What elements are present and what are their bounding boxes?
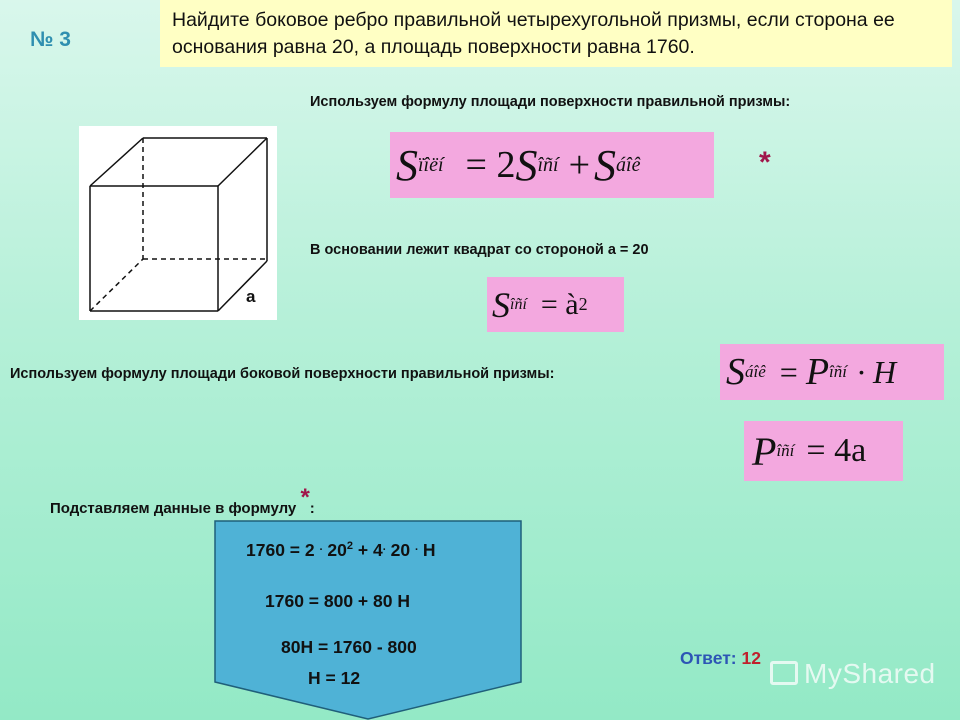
formula-symbol: S bbox=[594, 140, 617, 190]
formula-symbol: S bbox=[492, 284, 510, 325]
formula-rhs: = à bbox=[540, 287, 579, 321]
calc-dot: . bbox=[382, 541, 386, 553]
edge-label-a: a bbox=[246, 287, 256, 306]
surface-formula-intro: Используем формулу площади поверхности правильной призмы: bbox=[310, 94, 791, 110]
lateral-intro: Используем формулу площади боковой поверхности правильной призмы: bbox=[10, 366, 555, 382]
calc-dot: . bbox=[414, 541, 419, 553]
formula-operator: = bbox=[779, 353, 806, 390]
formula-rhs: = 4a bbox=[806, 432, 867, 469]
cube-figure bbox=[79, 126, 277, 320]
calc-exponent: 2 bbox=[346, 540, 353, 553]
formula-subscript: áîê bbox=[616, 153, 641, 176]
formula-operator: = 2 bbox=[465, 144, 516, 186]
formula-symbol: S bbox=[726, 351, 745, 393]
substitute-intro bbox=[50, 484, 315, 517]
formula-rest: · H bbox=[857, 353, 897, 390]
answer-value: 12 bbox=[741, 648, 761, 668]
presentation-icon bbox=[770, 661, 798, 685]
calc-part: 1760 = 2 bbox=[246, 540, 315, 560]
perimeter-formula bbox=[744, 421, 903, 481]
formula-subscript: îñí bbox=[829, 362, 847, 381]
formula-subscript: îñí bbox=[510, 295, 527, 313]
problem-number: № 3 bbox=[30, 28, 71, 51]
surface-area-formula bbox=[390, 132, 714, 198]
base-area-formula bbox=[487, 277, 624, 332]
watermark bbox=[770, 658, 936, 690]
base-intro: В основании лежит квадрат со стороной а = 20 bbox=[310, 242, 649, 258]
answer bbox=[680, 648, 761, 669]
answer-label: Ответ: bbox=[680, 648, 737, 668]
formula-symbol: S bbox=[396, 140, 418, 190]
calc-part: 20 bbox=[385, 540, 415, 560]
formula-symbol: P bbox=[752, 428, 777, 474]
calc-line-1 bbox=[246, 540, 436, 561]
substitute-colon: : bbox=[309, 500, 315, 517]
formula-symbol: P bbox=[805, 351, 830, 393]
calc-line-2: 1760 = 800 + 80 H bbox=[265, 591, 410, 611]
formula-operator: + bbox=[568, 144, 591, 186]
problem-statement: Найдите боковое ребро правильной четырехугольной призмы, если сторона ее основания равна 20, а площадь поверхности равна 1760. bbox=[160, 0, 952, 67]
formula-subscript: îñí bbox=[776, 441, 795, 460]
calc-part: H bbox=[418, 540, 436, 560]
calc-part: + 4 bbox=[353, 540, 383, 560]
calc-line-4: H = 12 bbox=[308, 668, 361, 688]
substitute-text: Подставляем данные в формулу bbox=[50, 500, 297, 517]
formula-symbol: S bbox=[515, 140, 538, 190]
substitute-star: * bbox=[300, 484, 310, 511]
formula-subscript: ïîëí bbox=[418, 153, 444, 176]
formula-exponent: 2 bbox=[578, 294, 588, 314]
calc-dot: . bbox=[319, 541, 323, 553]
cube-drawing bbox=[79, 126, 277, 320]
watermark-text: MyShared bbox=[804, 658, 936, 689]
calc-line-3: 80H = 1760 - 800 bbox=[281, 637, 417, 657]
lateral-area-formula bbox=[720, 344, 944, 400]
formula-subscript: áîê bbox=[745, 362, 766, 381]
formula-reference-star: * bbox=[759, 146, 771, 179]
formula-subscript: îñí bbox=[537, 153, 559, 176]
calc-part: 20 bbox=[322, 540, 347, 560]
